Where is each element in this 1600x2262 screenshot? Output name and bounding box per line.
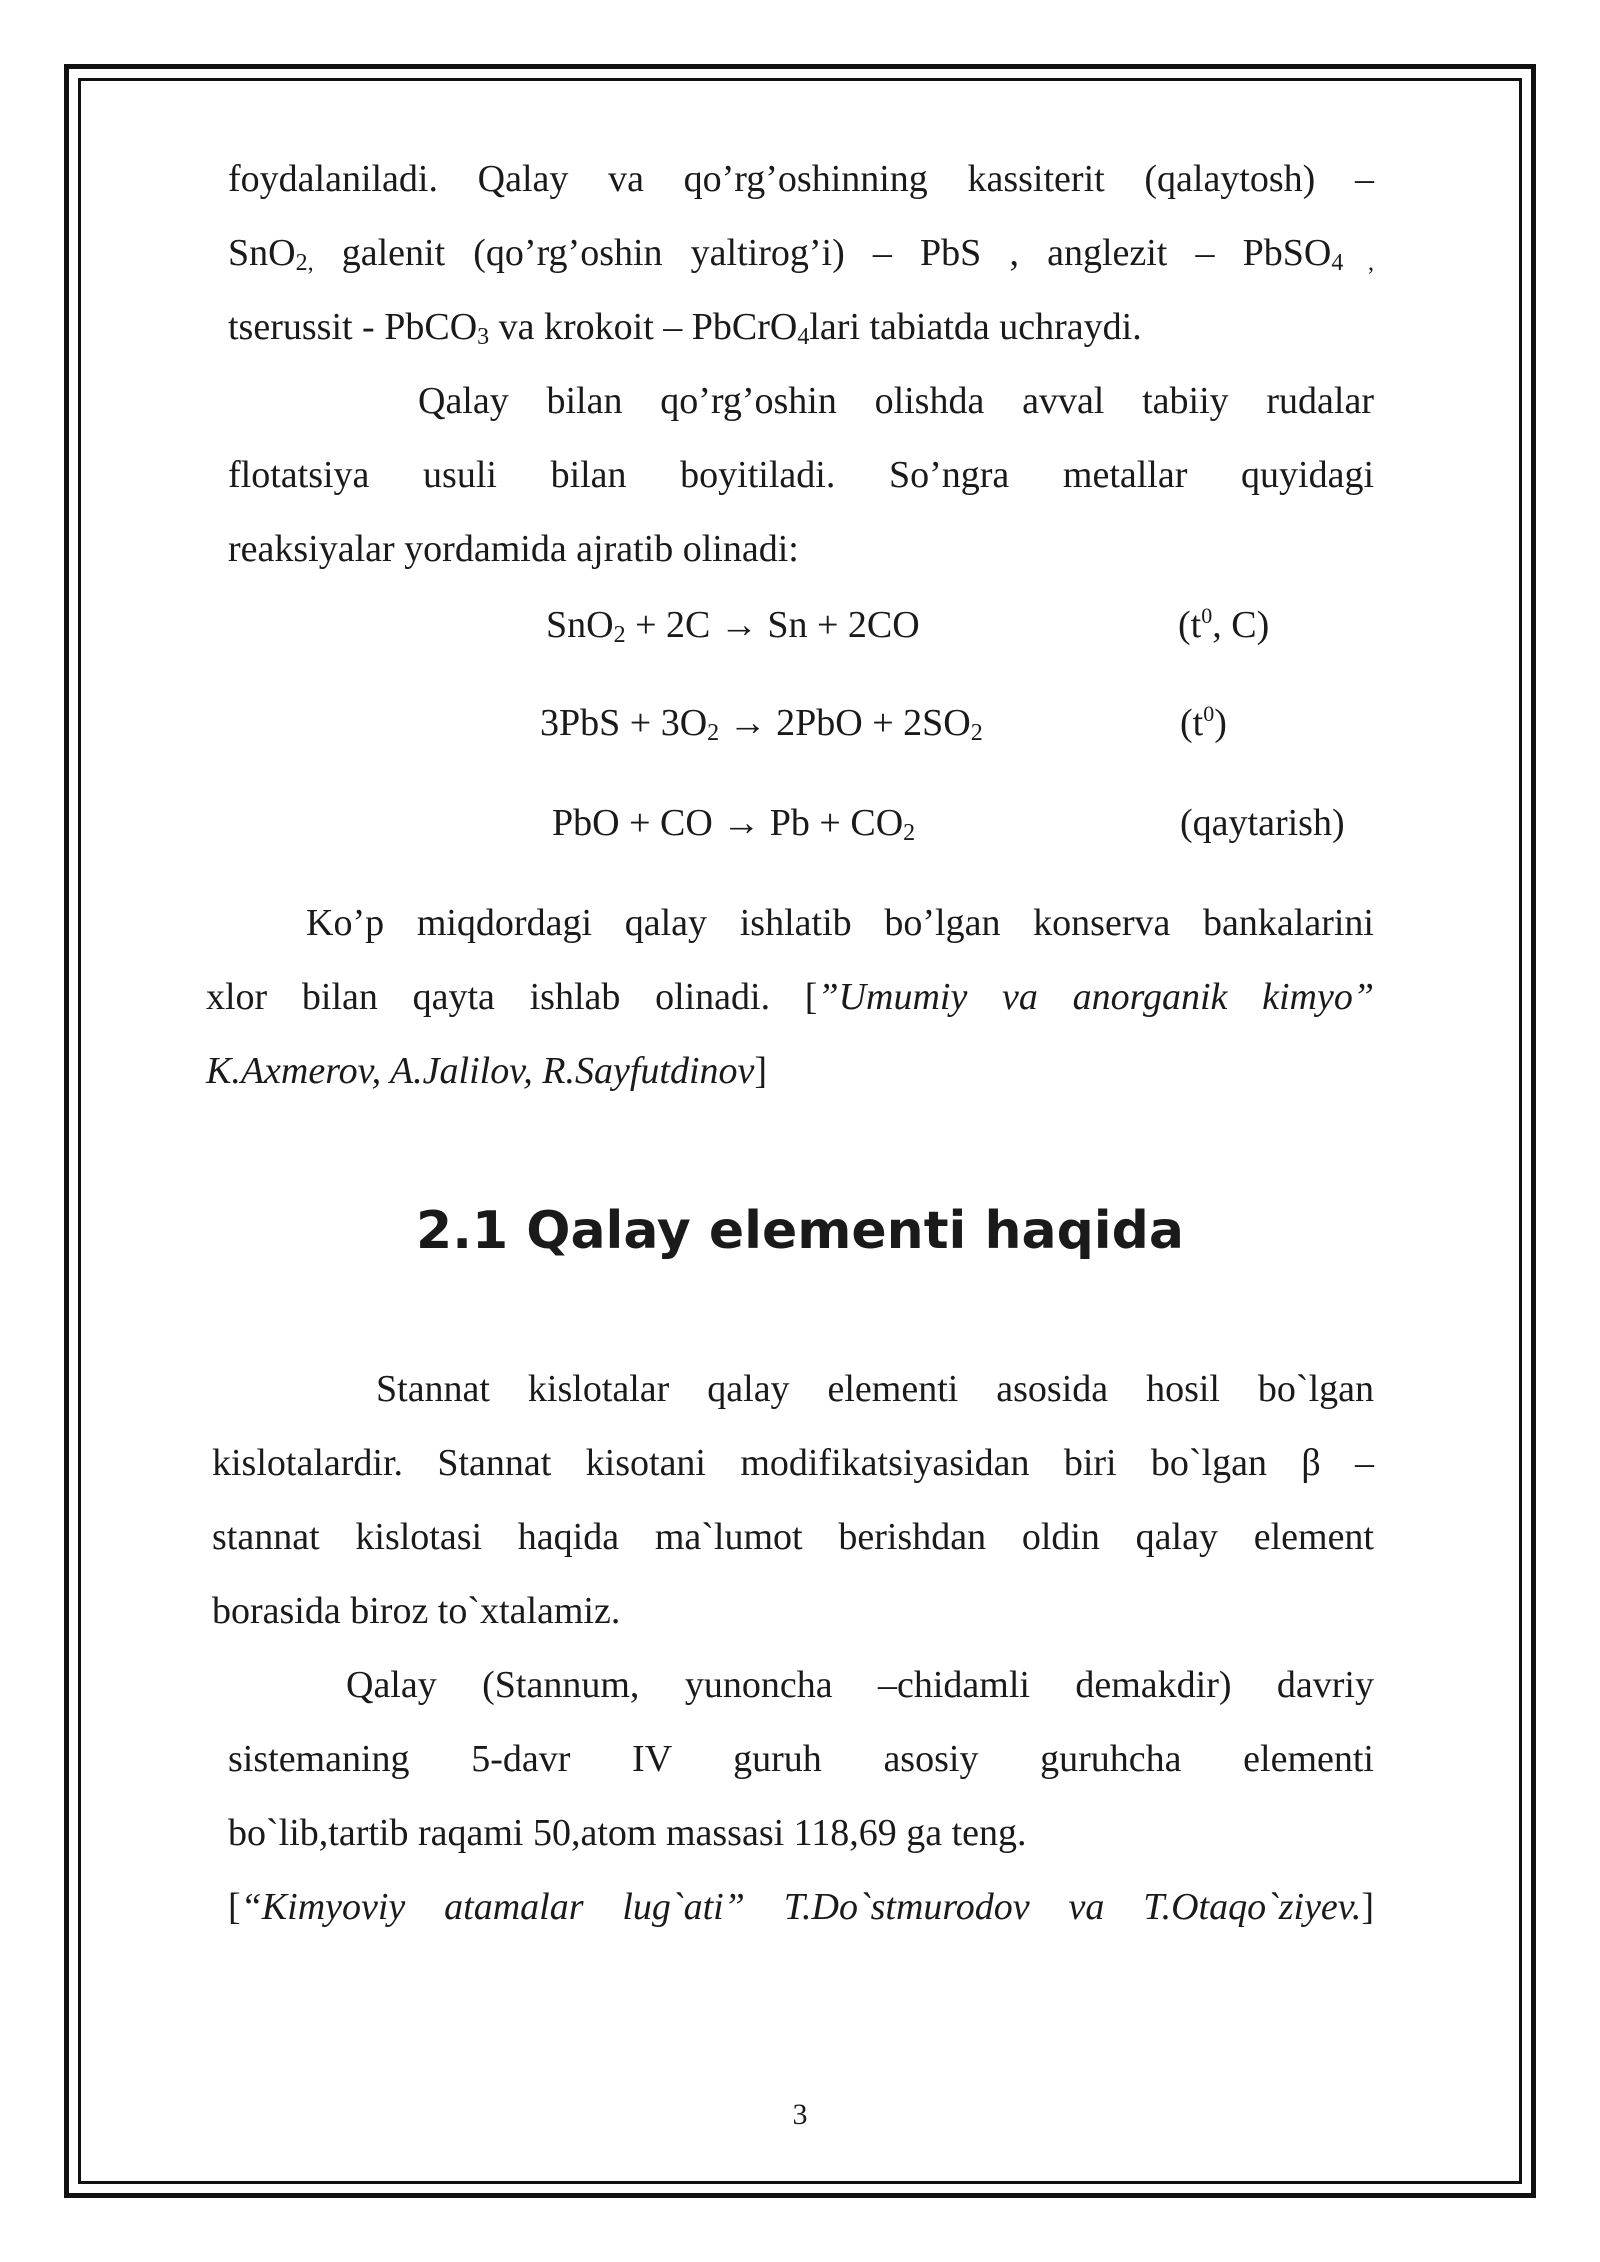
text-line: borasida biroz to`xtalamiz.	[212, 1590, 621, 1632]
section-heading: 2.1 Qalay elementi haqida	[416, 1201, 1184, 1261]
text-line: bo`lib,tartib raqami 50,atom massasi 118,69 ga teng.	[228, 1812, 1027, 1854]
text-line: tserussit - PbCO$_3$ va krokoit – PbCrO$_4$lari tabiatda uchraydi.	[228, 306, 1142, 350]
text-line: xlor bilan qayta ishlab olinadi. [”Umumiy va anorganik kimyo”	[206, 976, 1374, 1018]
text-line: Qalay bilan qo’rg’oshin olishda avval tabiiy rudalar	[418, 380, 1374, 422]
text-line: sistemaning 5-davr IV guruh asosiy guruhcha elementi	[228, 1738, 1374, 1780]
text-line: K.Axmerov, A.Jalilov, R.Sayfutdinov]	[206, 1050, 768, 1092]
text-line: foydalaniladi. Qalay va qo’rg’oshinning kassiterit (qalaytosh) –	[228, 158, 1374, 200]
page-number: 3	[792, 2098, 808, 2131]
text-line: reaksiyalar yordamida ajratib olinadi:	[228, 528, 799, 570]
equation-2-condition: $(t^0)$	[1180, 701, 1227, 744]
text-line: flotatsiya usuli bilan boyitiladi. So’ngra metallar quyidagi	[228, 454, 1374, 496]
text-line: [“Kimyoviy atamalar lug`ati” T.Do`stmurodov va T.Otaqo`ziyev.]	[228, 1886, 1374, 1928]
text-line: kislotalardir. Stannat kisotani modifikatsiyasidan biri bo`lgan β –	[212, 1442, 1374, 1484]
equation-3: PbO + CO → $Pb + CO_2$	[552, 802, 916, 846]
equation-3-condition: (qaytarish)	[1180, 802, 1345, 844]
citation-title: ”Umumiy va anorganik kimyo”	[817, 976, 1374, 1018]
equation-1-condition: ($t^0$, C)	[1178, 603, 1270, 646]
equation-2: $3PbS + 3O_2 \to 2PbO + 2SO_2$	[540, 702, 983, 746]
citation-source: “Kimyoviy atamalar lug`ati” T.Do`stmurodov va T.Otaqo`ziyev.	[240, 1886, 1362, 1928]
citation-authors: K.Axmerov, A.Jalilov, R.Sayfutdinov	[206, 1050, 755, 1092]
text-line: Ko’p miqdordagi qalay ishlatib bo’lgan konserva bankalarini	[306, 902, 1374, 944]
text-line: SnO$_{2,}$ galenit (qo’rg’oshin yaltirog’i) – PbS , anglezit – PbSO$_{4 ,}$	[228, 232, 1375, 276]
text-line: stannat kislotasi haqida ma`lumot berishdan oldin qalay element	[212, 1516, 1374, 1558]
equation-1: SnO$_2$ + 2C → Sn + 2CO	[546, 604, 920, 648]
text-line: Stannat kislotalar qalay elementi asosida hosil bo`lgan	[376, 1368, 1374, 1410]
text-line: Qalay (Stannum, yunoncha –chidamli demakdir) davriy	[346, 1664, 1374, 1706]
